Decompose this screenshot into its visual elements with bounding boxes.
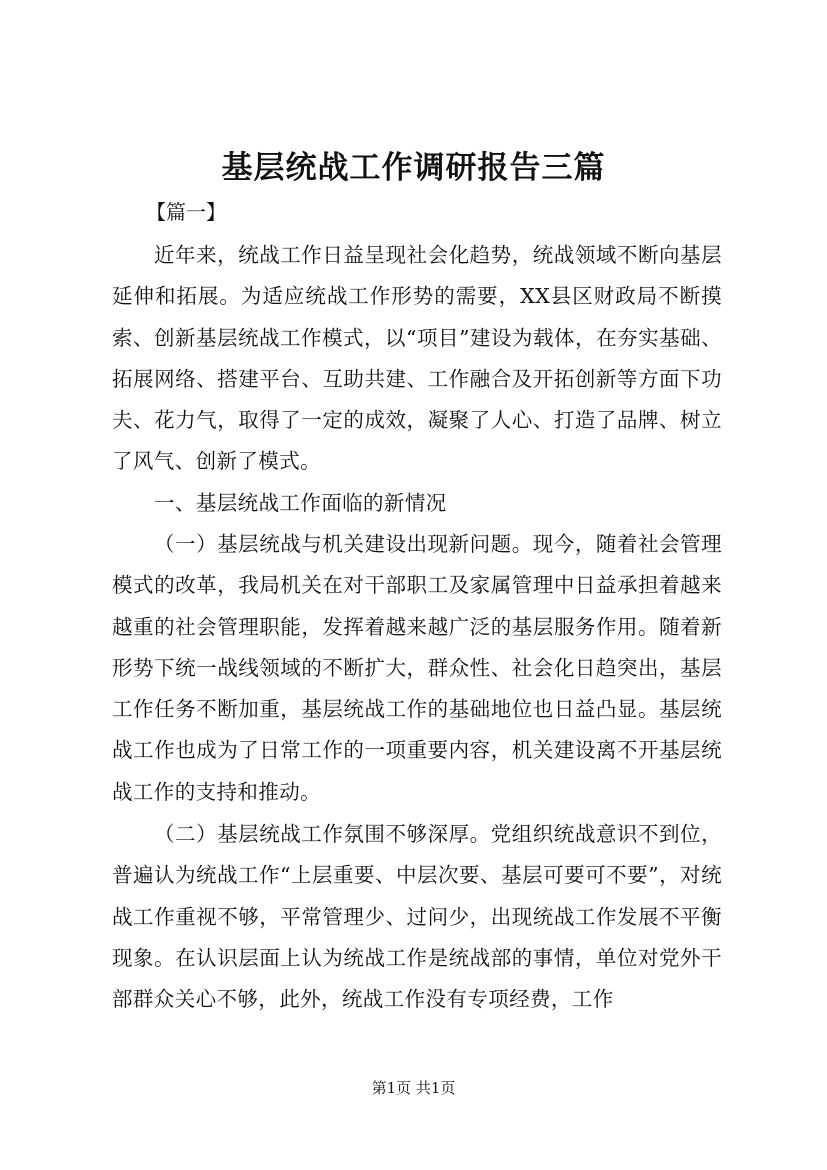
paragraph-point-one: （一）基层统战与机关建设出现新问题。现今，随着社会管理模式的改革，我局机关在对干部职工及家属管理中日益承担着越来越重的社会管理职能，发挥着越来越广泛的基层服务作用。随着新形势下统一战线领域的不断扩大，群众性、社会化日趋突出，基层工作任务不断加重，基层统战工作的基础地位也日益凸显。基层统战工作也成为了日常工作的一项重要内容，机关建设离不开基层统战工作的支持和推动。	[112, 532, 722, 804]
page-footer: 第1页 共1页	[371, 1079, 456, 1097]
paragraph-intro: 近年来，统战工作日益呈现社会化趋势，统战领域不断向基层延伸和拓展。为适应统战工作形势的需要，XX县区财政局不断摸索、创新基层统战工作模式，以“项目”建设为载体，在夯实基础、拓展网络、搭建平台、互助共建、工作融合及开拓创新等方面下功夫、花力气，取得了一定的成效，凝聚了人心、打造了品牌、树立了风气、创新了模式。	[112, 243, 722, 474]
section-heading: 一、基层统战工作面临的新情况	[154, 491, 447, 515]
section-tag: 【篇一】	[146, 200, 226, 224]
document-title: 基层统战工作调研报告三篇	[221, 150, 606, 186]
paragraph-point-two: （二）基层统战工作氛围不够深厚。党组织统战意识不到位，普遍认为统战工作“上层重要、中层次要、基层可要可不要”，对统战工作重视不够，平常管理少、过问少，出现统战工作发展不平衡现象。在认识层面上认为统战工作是统战部的事情，单位对党外干部群众关心不够，此外，统战工作没有专项经费，工作	[112, 822, 722, 1012]
